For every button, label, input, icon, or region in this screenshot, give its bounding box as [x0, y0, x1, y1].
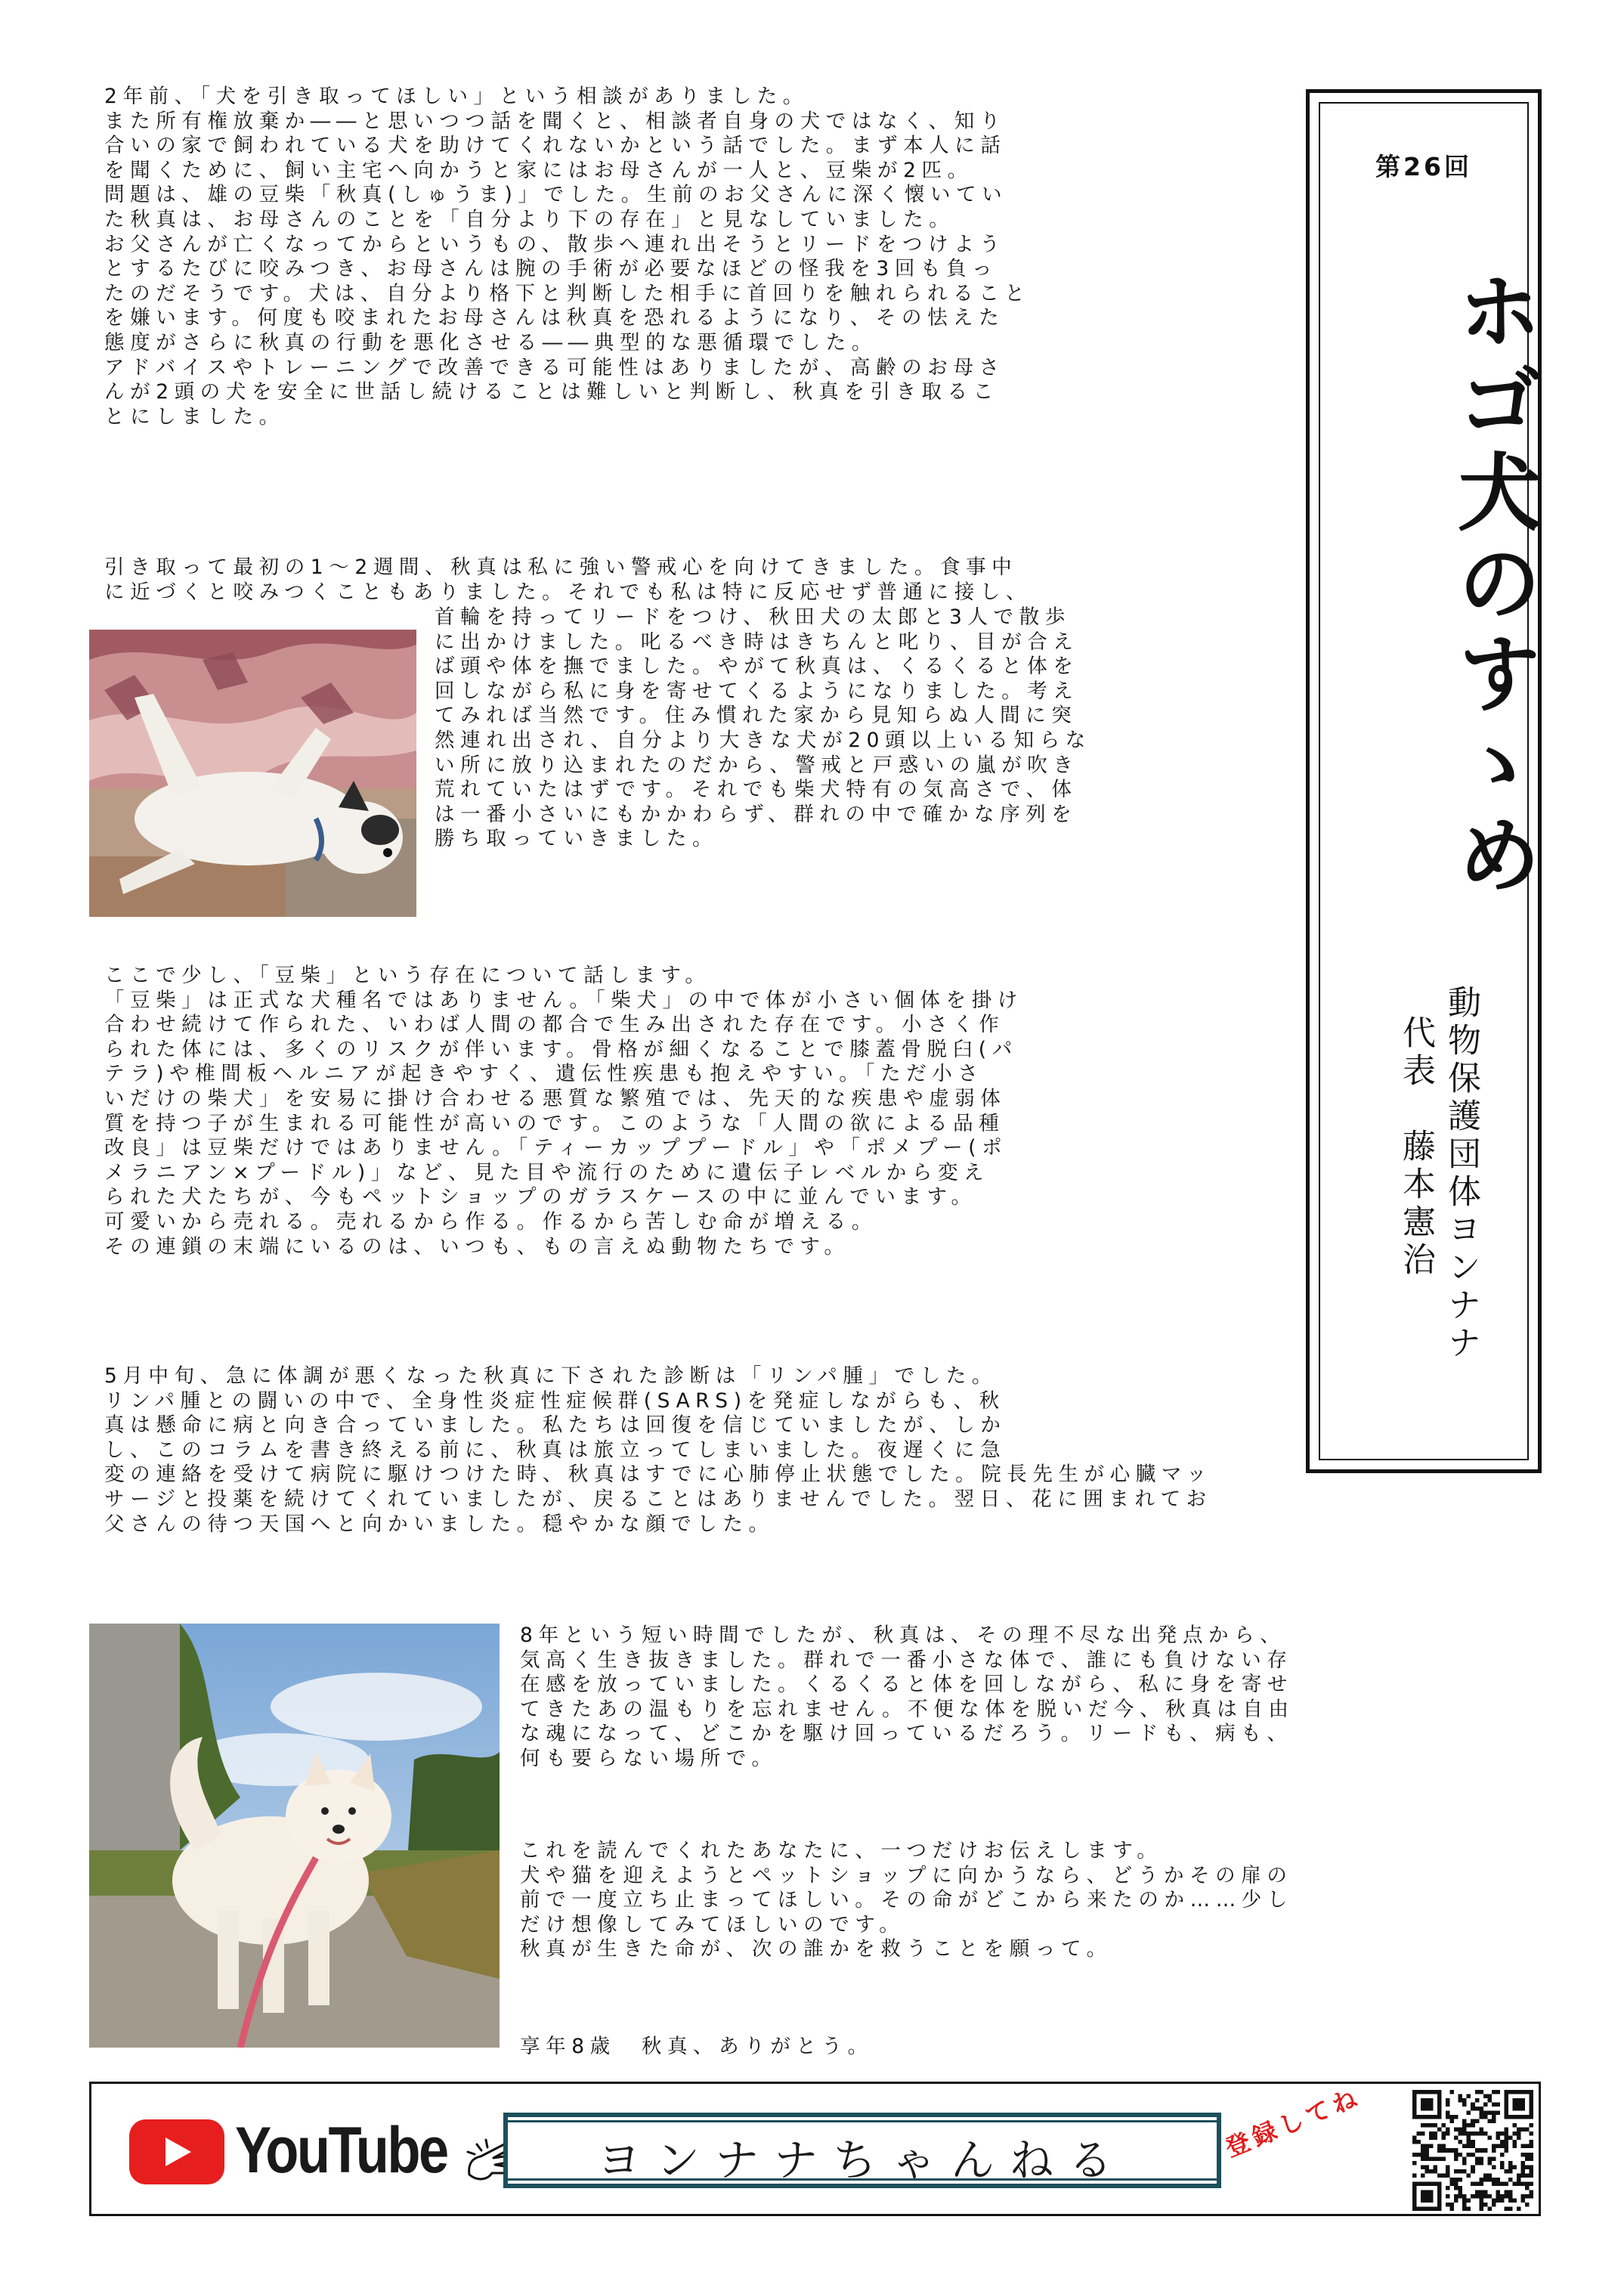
- article-closing-line: 享年8歳 秋真、ありがとう。: [520, 2035, 874, 2058]
- article-paragraph-3: 首輪を持ってリードをつけ、秋田犬の太郎と3人で散歩 に出かけました。叱るべき時はきちんと叱り、目が合え ば頭や体を撫でました。やがて秋真は、くるくると体を 回しながら私に身を寄せてくるようになりました。考え てみれば当然です。住み慣れた家から見知らぬ人間に突 然連れ出され、自分より大きな犬が20頭以上いる知らな い所に放り込まれたのだから、警戒と戸惑いの嵐が吹き 荒れていたはずです。それでも柴犬特有の気高さで、体 は一番小さいにもかかわらず、群れの中で確かな序列を 勝ち取っていきました。: [435, 605, 1091, 851]
- representative-name: 代表 藤本憲治: [1397, 1015, 1435, 1280]
- article-paragraph-7: これを読んでくれたあなたに、一つだけお伝えします。 犬や猫を迎えようとペットショップに向かうなら、どうかその扉の 前で一度立ち止まってほしい。その命がどこから来たのか……少し だけ想像してみてほしいのです。 秋真が生きた命が、次の誰かを救うことを願って。: [520, 1839, 1293, 1961]
- channel-name: ヨンナナちゃんねる: [596, 2135, 1128, 2186]
- dog-standing-photo: [89, 1624, 500, 2048]
- article-paragraph-1: 2年前、「犬を引き取ってほしい」という相談がありました。 また所有権放棄か――と思いつつ話を聞くと、相談者自身の犬ではなく、知り 合いの家で飼われている犬を助けてくれないかという話でした。まず本人に話 を聞くために、飼い主宅へ向かうと家にはお母さんが一人と、豆柴が2匹。 問題は、雄の豆柴「秋真(しゅうま)」でした。生前のお父さんに深く懐いてい た秋真は、お母さんのことを「自分より下の存在」と見なしていました。 お父さんが亡くなってからというもの、散歩へ連れ出そうとリードをつけよう とするたびに咬みつき、お母さんは腕の手術が必要なほどの怪我を3回も負っ たのだそうです。犬は、自分より格下と判断した相手に首回りを触れられること を嫌います。何度も咬まれたお母さんは秋真を恐れるようになり、その怯えた 態度がさらに秋真の行動を悪化させる――典型的な悪循環でした。 アドバイスやトレーニングで改善できる可能性はありましたが、高齢のお母さ んが2頭の犬を安全に世話し続けることは難しいと判断し、秋真を引き取るこ とにしました。: [104, 85, 1031, 429]
- article-paragraph-2: 引き取って最初の1〜2週間、秋真は私に強い警戒心を向けてきました。食事中 に近づくと咬みつくこともありました。それでも私は特に反応せず普通に接し、: [104, 556, 1032, 604]
- article-paragraph-6: 8年という短い時間でしたが、秋真は、その理不尽な出発点から、 気高く生き抜きました。群れで一番小さな体で、誰にも負けない存 在感を放っていました。くるくると体を回しながら、私に身を寄せ てきたあの温もりを忘れません。不便な体を脱いだ今、秋真は自由 な魂になって、どこかを駆け回っているだろう。リードも、病も、 何も要らない場所で。: [520, 1624, 1295, 1770]
- youtube-wordmark: YouTube: [235, 2114, 447, 2187]
- organization-name: 動物保護団体ヨンナナ: [1442, 985, 1480, 1363]
- channel-name-box[interactable]: [503, 2113, 1221, 2188]
- column-title: ホゴ犬のすゝめ: [1443, 267, 1542, 902]
- youtube-banner: [89, 2082, 1541, 2216]
- column-title-box: [1306, 89, 1542, 1473]
- youtube-logo[interactable]: [129, 2114, 447, 2187]
- article-paragraph-4: ここで少し、「豆柴」という存在について話します。 「豆柴」は正式な犬種名ではありません。「柴犬」の中で体が小さい個体を掛け 合わせ続けて作られた、いわば人間の都合で生み出された存在です。小さく作 られた体には、多くのリスクが伴います。骨格が細くなることで膝蓋骨脱臼(パ テラ)や椎間板ヘルニアが起きやすく、遺伝性疾患も抱えやすい。「ただ小さ いだけの柴犬」を安易に掛け合わせる悪質な繁殖では、先天的な疾患や虚弱体 質を持つ子が生まれる可能性が高いのです。このような「人間の欲による品種 改良」は豆柴だけではありません。「ティーカッププードル」や「ポメプー(ポ メラニアン×プードル)」など、見た目や流行のために遺伝子レベルから変え られた犬たちが、今もペットショップのガラスケースの中に並んでいます。 可愛いから売れる。売れるから作る。作るから苦しむ命が増える。 その連鎖の末端にいるのは、いつも、もの言えぬ動物たちです。: [104, 964, 1023, 1258]
- qr-code[interactable]: [1412, 2090, 1533, 2211]
- subscribe-prompt: 登録してね: [1221, 2082, 1366, 2163]
- dog-lying-photo: [89, 630, 416, 917]
- youtube-play-icon: [129, 2119, 224, 2184]
- article-paragraph-5: 5月中旬、急に体調が悪くなった秋真に下された診断は「リンパ腫」でした。 リンパ腫との闘いの中で、全身性炎症性症候群(SARS)を発症しながらも、秋 真は懸命に病と向き合っていました。私たちは回復を信じていましたが、しか し、このコラムを書き終える前に、秋真は旅立ってしまいました。夜遅くに急 変の連絡を受けて病院に駆けつけた時、秋真はすでに心肺停止状態でした。院長先生が心臓マッ サージと投薬を続けてくれていましたが、戻ることはありませんでした。翌日、花に囲まれてお 父さんの待つ天国へと向かいました。穏やかな顔でした。: [104, 1364, 1213, 1536]
- issue-number: 第26回: [1375, 152, 1472, 181]
